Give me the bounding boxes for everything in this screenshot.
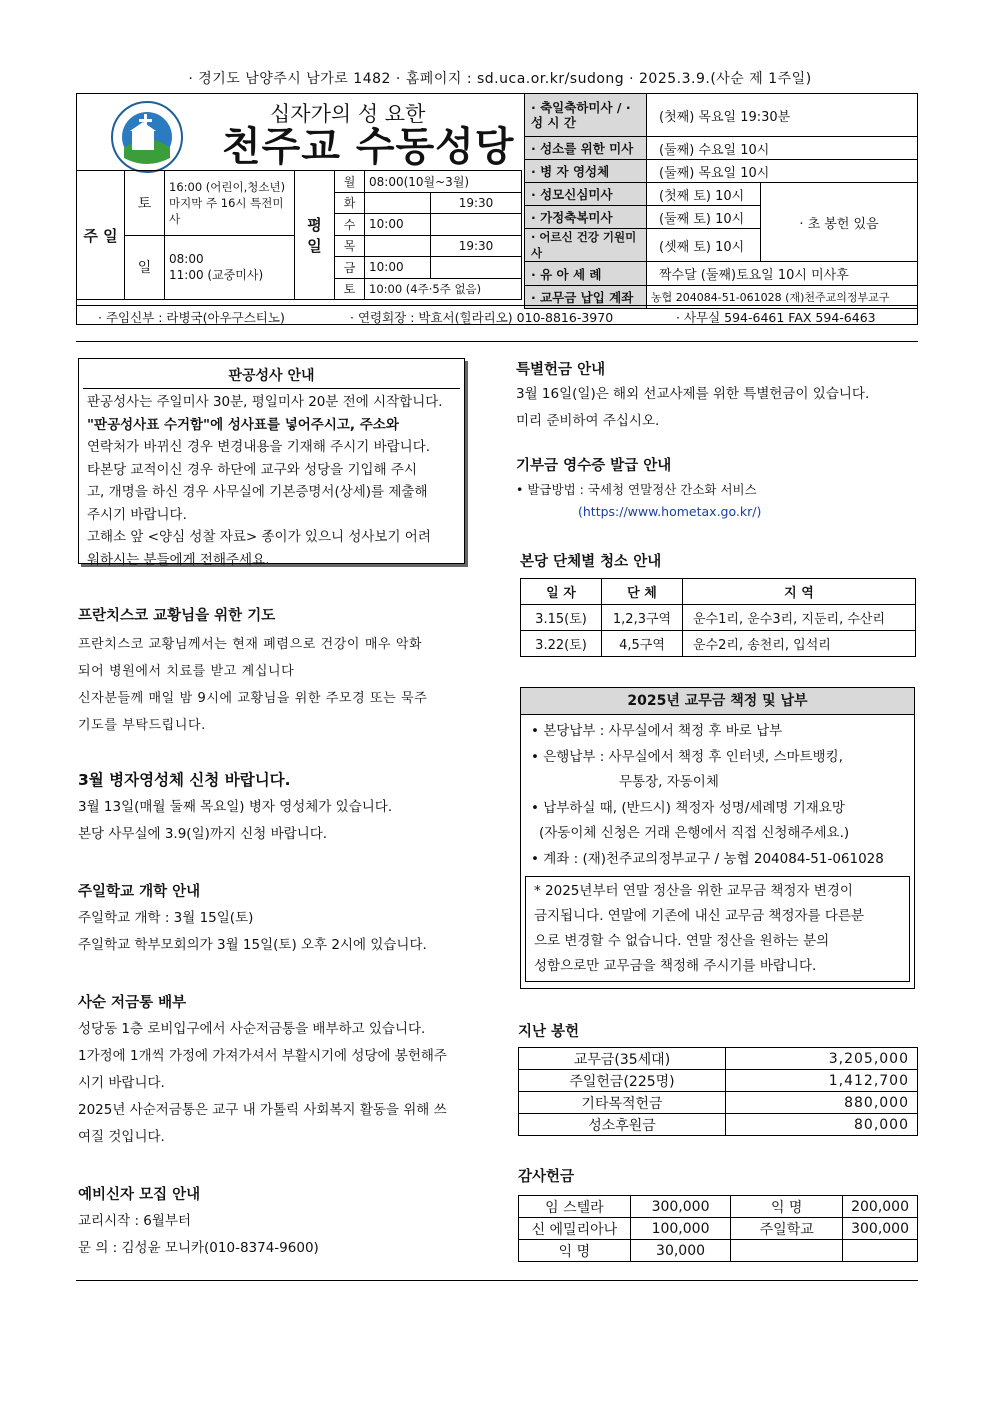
parish-title: 천주교 수동성당 <box>222 124 515 170</box>
text-line: • 본당납부 : 사무실에서 책정 후 바로 납부 <box>531 723 783 739</box>
confession-title: 판공성사 안내 <box>83 365 460 389</box>
schedule-value: (첫째) 목요일 19:30분 <box>647 94 918 137</box>
text-line: "판공성사표 수거함"에 성사표를 넣어주시고, 주소와 <box>87 416 399 433</box>
schedule-label: · 유 아 세 례 <box>525 262 647 286</box>
confession-box <box>78 358 465 568</box>
text-line: 연락처가 바뀌신 경우 변경내용을 기재해 주시기 바랍니다. <box>87 439 431 455</box>
sunday-label: 주 일 <box>77 171 125 300</box>
weekday-day: 수 <box>335 214 365 236</box>
section-title: 주일학교 개학 안내 <box>78 884 201 900</box>
cell: 운수2리, 송천리, 입석리 <box>683 631 916 657</box>
text-line: 타본당 교적이신 경우 하단에 교구와 성당을 기입해 주시 <box>87 461 417 478</box>
text-line: 본당 사무실에 3.9(일)까지 신청 바랍니다. <box>78 826 328 842</box>
text-line: 주일학교 개학 : 3월 15일(토) <box>78 910 254 926</box>
cleaning-table <box>520 578 916 657</box>
text-line: 금지됩니다. 연말에 기존에 내신 교무금 책정자를 다른분 <box>534 908 864 924</box>
text-line: 문 의 : 김성윤 모니카(010-8374-9600) <box>78 1240 319 1256</box>
schedule-value: (둘째) 수요일 10시 <box>647 137 918 160</box>
special-mass-schedule <box>524 93 918 309</box>
weekday-evening <box>431 214 522 236</box>
weekday-morning: 10:00 <box>365 214 431 236</box>
text-line: 주시기 바랍니다. <box>87 506 187 523</box>
cell: 300,000 <box>630 1196 731 1218</box>
weekday-morning: 08:00(10월~3월) <box>365 171 522 193</box>
lent-box-section <box>78 991 478 1151</box>
cell: 운수1리, 운수3리, 지둔리, 수산리 <box>683 605 916 631</box>
dues-note <box>525 876 910 982</box>
text-line: (자동이체 신청은 거래 은행에서 직접 신청해주세요.) <box>539 825 850 841</box>
table-row <box>521 631 916 657</box>
saturday-mass <box>165 171 295 236</box>
cell: 200,000 <box>843 1196 918 1218</box>
weekday-day: 월 <box>335 171 365 193</box>
cell: 1,412,700 <box>726 1070 918 1092</box>
cell: 성소후원금 <box>519 1114 726 1136</box>
weekday-morning: 10:00 <box>365 257 431 279</box>
thanks-offering-section <box>518 1165 918 1262</box>
header-footer-row <box>76 305 918 326</box>
saturday-mass-note: 마지막 주 16시 특전미사 <box>169 195 284 226</box>
text-line: 미리 준비하여 주십시오. <box>516 413 660 429</box>
cell: 3.22(토) <box>521 631 602 657</box>
special-offering-section <box>516 358 916 435</box>
last-offering-section <box>518 1020 918 1136</box>
table-row <box>519 1092 918 1114</box>
cell: 3.15(토) <box>521 605 602 631</box>
table-row <box>519 1070 918 1092</box>
schedule-value: 짝수달 (둘째)토요일 10시 미사후 <box>647 262 918 286</box>
schedule-label: · 교무금 납입 계좌 <box>525 286 647 309</box>
schedule-value: 농협 204084-51-061028 (재)천주교의정부교구 <box>647 286 918 309</box>
weekday-day: 금 <box>335 257 365 279</box>
weekday-day: 토 <box>335 278 365 300</box>
pope-prayer-section <box>78 604 478 739</box>
weekday-evening: 19:30 <box>431 235 522 257</box>
weekday-label: 평 일 <box>295 171 335 300</box>
thanks-table <box>518 1195 918 1262</box>
text-line: 3월 13일(매월 둘째 목요일) 병자 영성체가 있습니다. <box>78 799 393 815</box>
text-line: 기도를 부탁드립니다. <box>78 718 206 733</box>
cell: 주일학교 <box>731 1218 843 1240</box>
cell: 80,000 <box>726 1114 918 1136</box>
weekday-evening <box>431 257 522 279</box>
cell: 기타목적헌금 <box>519 1092 726 1114</box>
weekday-morning: 10:00 (4주·5주 없음) <box>365 278 522 300</box>
sunday-mass-2: 11:00 (교중미사) <box>169 267 264 282</box>
cell: 880,000 <box>726 1092 918 1114</box>
sunday-mass <box>165 235 295 300</box>
text-line: 성당동 1층 로비입구에서 사순저금통을 배부하고 있습니다. <box>78 1021 426 1037</box>
cell: 1,2,3구역 <box>602 605 683 631</box>
divider <box>76 341 918 342</box>
schedule-label: · 성모신심미사 <box>525 183 647 206</box>
text-line: • 발급방법 : 국세청 연말정산 간소화 서비스 <box>516 482 757 497</box>
cell: 익 명 <box>731 1196 843 1218</box>
bottom-divider <box>76 1280 918 1281</box>
parish-logo <box>110 100 184 174</box>
cell: 300,000 <box>843 1218 918 1240</box>
weekday-day: 화 <box>335 192 365 214</box>
column-header: 지 역 <box>683 579 916 605</box>
saturday-label: 토 <box>125 171 165 236</box>
weekday-morning <box>365 235 431 257</box>
schedule-label: · 가정축복미사 <box>525 206 647 229</box>
text-line: • 납부하실 때, (반드시) 책정자 성명/세례명 기재요망 <box>531 799 845 816</box>
chair-info: · 연령회장 : 박효서(힐라리오) 010-8816-3970 <box>350 310 614 325</box>
last-offering-table <box>518 1047 918 1136</box>
section-title: 지난 봉헌 <box>518 1024 580 1040</box>
text-line: 시기 바랍니다. <box>78 1075 165 1091</box>
catechumen-section <box>78 1183 478 1262</box>
section-title: 기부금 영수증 발급 안내 <box>516 458 672 474</box>
offering-note: · 초 봉헌 있음 <box>761 183 918 262</box>
cell: 임 스텔라 <box>519 1196 631 1218</box>
text-line: • 계좌 : (재)천주교의정부교구 / 농협 204084-51-061028 <box>531 850 884 867</box>
section-title: 감사헌금 <box>518 1169 575 1185</box>
section-title: 사순 저금통 배부 <box>78 995 187 1011</box>
table-row <box>519 1114 918 1136</box>
section-title: 3월 병자영성체 신청 바랍니다. <box>78 771 291 789</box>
parish-subtitle: 십자가의 성 요한 <box>270 102 426 126</box>
text-line: 판공성사는 주일미사 30분, 평일미사 20분 전에 시작합니다. <box>87 394 443 410</box>
text-line: 3월 16일(일)은 해외 선교사제를 위한 특별헌금이 있습니다. <box>516 386 870 402</box>
text-line: 고해소 앞 <양심 성찰 자료> 종이가 있으니 성사보기 어려 <box>87 529 431 545</box>
section-title: 프란치스코 교황님을 위한 기도 <box>78 608 276 624</box>
text-line: 고, 개명을 하신 경우 사무실에 기본증명서(상세)를 제출해 <box>87 484 428 500</box>
text-line: 프란치스코 교황님께서는 현재 폐렴으로 건강이 매우 악화 <box>78 637 423 652</box>
schedule-label: · 축일축하미사 / · 성 시 간 <box>525 94 647 137</box>
section-title: 본당 단체별 청소 안내 <box>520 554 662 570</box>
dues-title: 2025년 교무금 책정 및 납부 <box>521 688 914 715</box>
sunday-mass-1: 08:00 <box>169 251 204 266</box>
dues-box <box>520 687 915 989</box>
receipt-section <box>516 454 916 523</box>
schedule-value: (둘째 토) 10시 <box>647 206 761 229</box>
text-line: 으로 변경할 수 없습니다. 연말 정산을 원하는 분의 <box>534 933 830 949</box>
text-line: 신자분들께 매일 밤 9시에 교황님을 위한 주모경 또는 묵주 <box>78 691 428 706</box>
text-line: 되어 병원에서 치료를 받고 계십니다 <box>78 664 295 679</box>
schedule-label: · 어르신 건강 기원미사 <box>525 229 647 262</box>
sunday-day-label: 일 <box>125 235 165 300</box>
text-line: 워하시는 분들에게 전해주세요. <box>87 551 270 568</box>
cell: 주일헌금(225명) <box>519 1070 726 1092</box>
text-line: 주일학교 학부모회의가 3월 15일(토) 오후 2시에 있습니다. <box>78 937 427 953</box>
text-line: 성함으로만 교무금을 책정해 주시기를 바랍니다. <box>534 958 817 974</box>
cell: 3,205,000 <box>726 1048 918 1070</box>
column-header: 일 자 <box>521 579 602 605</box>
confession-text <box>79 389 464 573</box>
text-line: * 2025년부터 연말 정산을 위한 교무금 책정자 변경이 <box>534 883 853 899</box>
table-row <box>519 1196 918 1218</box>
section-title: 특별헌금 안내 <box>516 362 606 378</box>
header-info-line: · 경기도 남양주시 남가로 1482 · 홈페이지 : sd.uca.or.kr/sudong · 2025.3.9.(사순 제 1주일) <box>188 71 812 87</box>
text-line: 무통장, 자동이체 <box>619 774 719 790</box>
cell <box>731 1240 843 1262</box>
text-line: • 은행납부 : 사무실에서 책정 후 인터넷, 스마트뱅킹, <box>531 748 843 765</box>
section-title: 예비신자 모집 안내 <box>78 1187 201 1203</box>
text-line: 교리시작 : 6월부터 <box>78 1213 192 1229</box>
weekday-day: 목 <box>335 235 365 257</box>
cell: 4,5구역 <box>602 631 683 657</box>
schedule-label: · 병 자 영성체 <box>525 160 647 183</box>
sunday-school-section <box>78 880 478 959</box>
table-row <box>521 605 916 631</box>
cleaning-section <box>520 550 916 657</box>
cell: 교무금(35세대) <box>519 1048 726 1070</box>
hometax-link[interactable]: (https://www.hometax.go.kr/) <box>578 504 762 519</box>
schedule-value: (첫째 토) 10시 <box>647 183 761 206</box>
cell: 100,000 <box>630 1218 731 1240</box>
schedule-label: · 성소를 위한 미사 <box>525 137 647 160</box>
weekday-morning <box>365 192 431 214</box>
cell: 30,000 <box>630 1240 731 1262</box>
table-row <box>519 1048 918 1070</box>
cell: 익 명 <box>519 1240 631 1262</box>
text-line: 2025년 사순저금통은 교구 내 가톨릭 사회복지 활동을 위해 쓰 <box>78 1102 447 1118</box>
schedule-value: (셋째 토) 10시 <box>647 229 761 262</box>
mass-schedule <box>76 170 522 300</box>
pastor-info: · 주임신부 : 라병국(아우구스티노) <box>98 310 285 325</box>
text-line: 여질 것입니다. <box>78 1129 165 1145</box>
table-row <box>519 1218 918 1240</box>
schedule-value: (둘째) 목요일 10시 <box>647 160 918 183</box>
text-line: 1가정에 1개씩 가정에 가져가셔서 부활시기에 성당에 봉헌해주 <box>78 1048 447 1064</box>
weekday-evening: 19:30 <box>431 192 522 214</box>
saturday-mass-time: 16:00 (어린이,청소년) <box>169 179 286 194</box>
table-row <box>519 1240 918 1262</box>
cell: 신 에밀리아나 <box>519 1218 631 1240</box>
column-header: 단 체 <box>602 579 683 605</box>
cell <box>843 1240 918 1262</box>
sick-communion-section <box>78 768 478 848</box>
office-info: · 사무실 594-6461 FAX 594-6463 <box>676 310 876 325</box>
